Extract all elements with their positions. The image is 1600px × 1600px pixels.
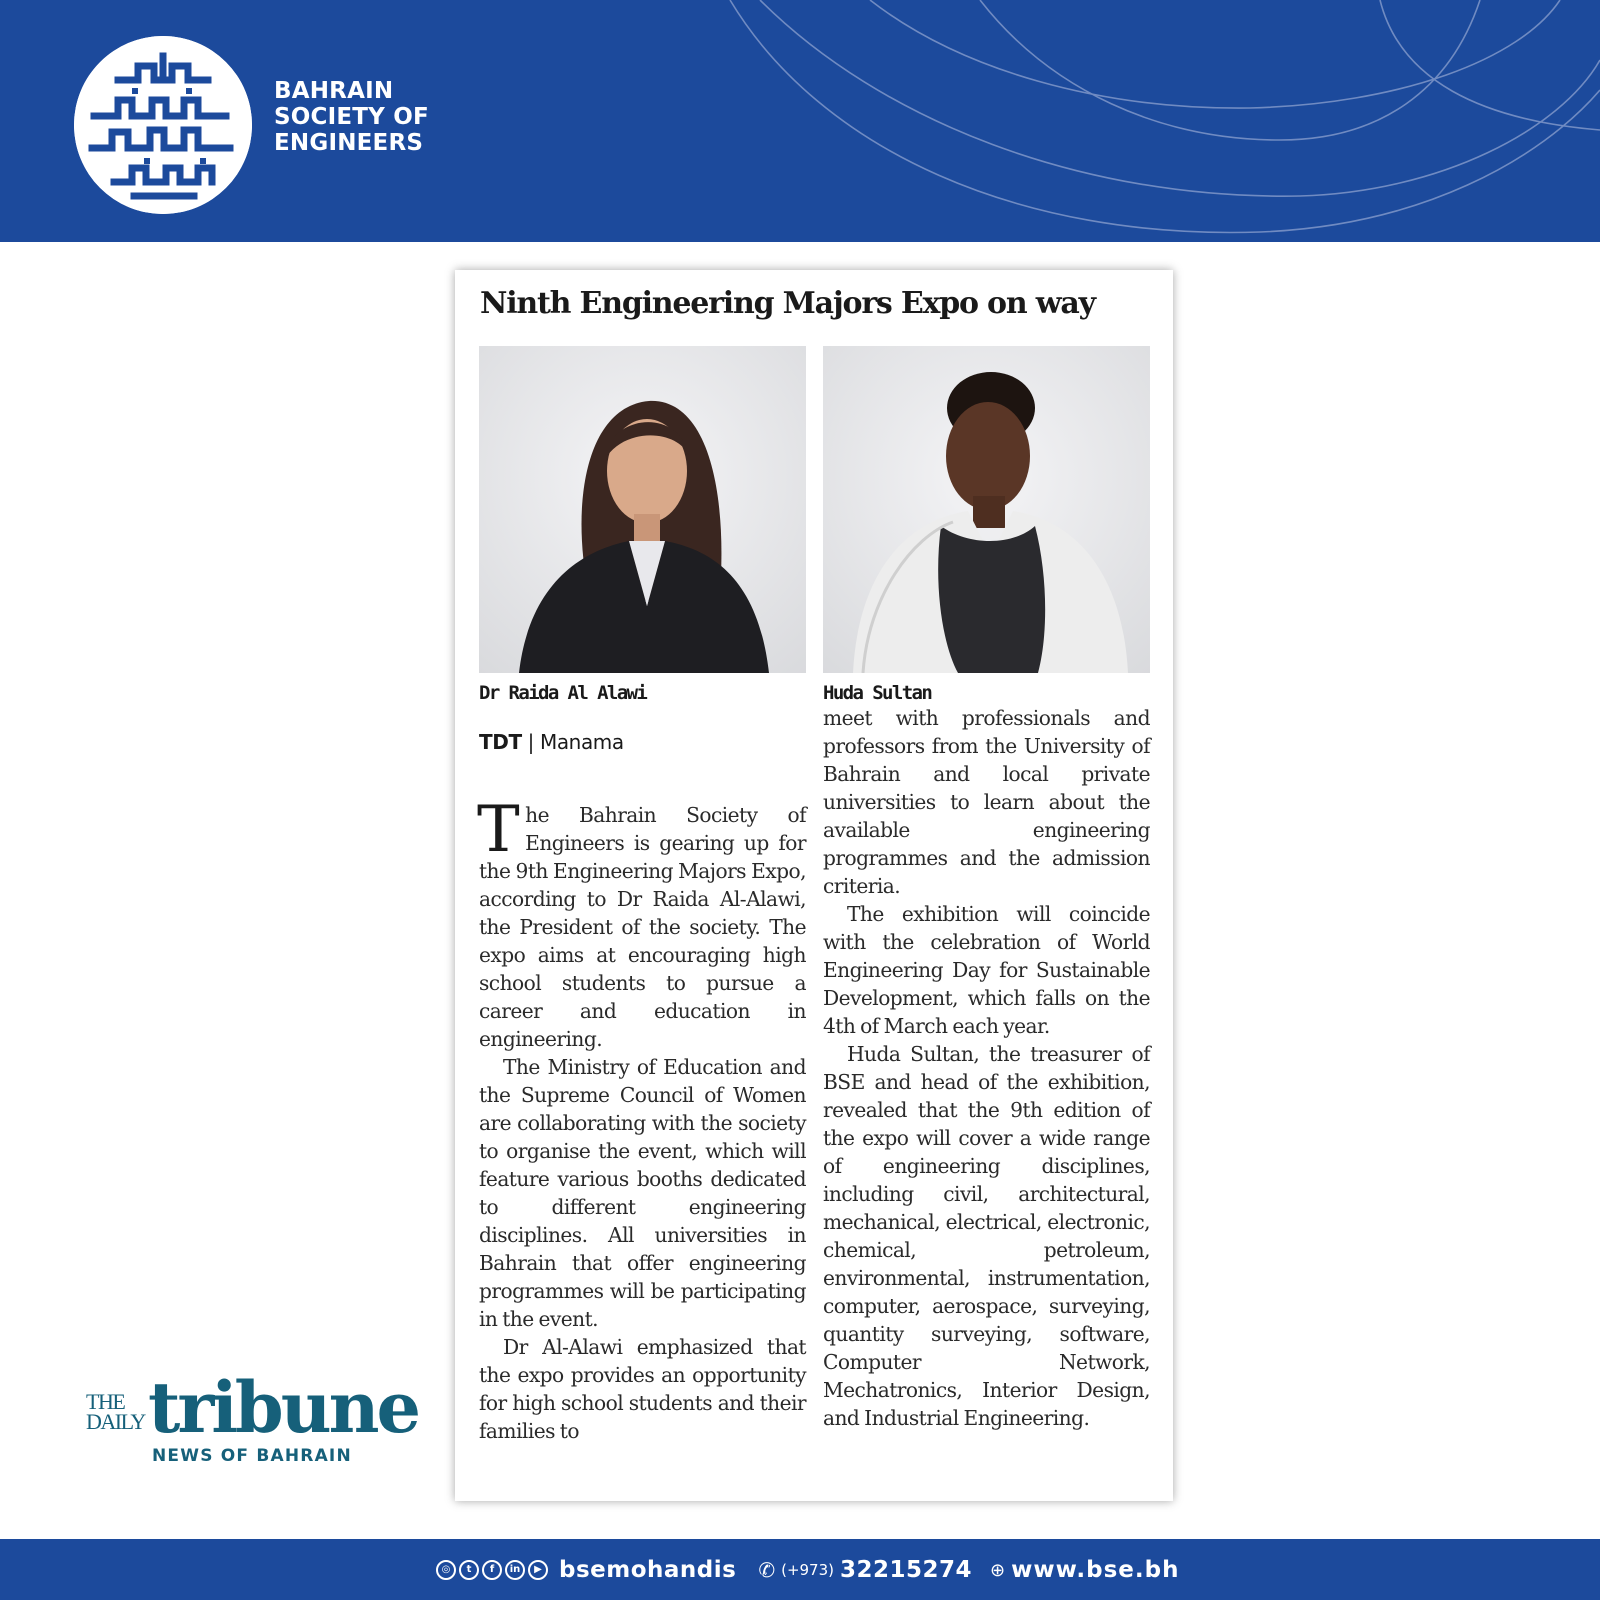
footer-contacts — [436, 1553, 1179, 1587]
the-daily-label — [86, 1389, 145, 1434]
org-name-line-3: ENGINEERS — [274, 130, 424, 156]
tribune-wordmark: tribune — [148, 1366, 419, 1449]
tribune-tagline: NEWS OF BAHRAIN — [152, 1446, 352, 1466]
dateline — [479, 730, 624, 754]
article-paragraph: The Ministry of Education and the Supreme Council of Women are collaborating with the society to organise the event, which will feature various booths dedicated to different engineering disciplines. All universities in Bahrain that offer engineering programmes will be participating in the event. — [479, 1055, 806, 1331]
dateline-place: Manama — [539, 730, 624, 754]
social-handle[interactable]: bsemohandis — [559, 1557, 737, 1583]
twitter-icon[interactable]: t — [459, 1560, 479, 1580]
org-name-line-1: BAHRAIN — [274, 78, 394, 104]
linkedin-icon[interactable]: in — [505, 1560, 525, 1580]
article-column-2 — [823, 704, 1150, 1432]
article-clipping — [455, 270, 1173, 1501]
whatsapp-icon: ✆ — [758, 1558, 776, 1582]
photo-caption-1: Dr Raida Al Alawi — [479, 682, 647, 704]
photo-caption-2: Huda Sultan — [823, 682, 932, 704]
bse-logo — [74, 36, 252, 214]
dateline-source: TDT — [479, 730, 522, 754]
photo-raida-al-alawi — [479, 346, 806, 673]
drop-cap: T — [477, 793, 520, 867]
instagram-icon[interactable]: ◎ — [436, 1560, 456, 1580]
portrait-woman-dark-suit-icon — [479, 346, 806, 673]
the-label: THE — [86, 1389, 125, 1414]
phone-prefix: (+973) — [781, 1561, 834, 1579]
globe-icon: ⊕ — [990, 1559, 1006, 1581]
article-paragraph: Dr Al-Alawi emphasized that the expo provides an opportunity for high school students and their families to — [479, 1335, 806, 1443]
org-name — [274, 78, 429, 156]
article-paragraph: Huda Sultan, the treasurer of BSE and head of the exhibition, revealed that the 9th edition of the expo will cover a wide range of engineering disciplines, including civil, architectural, mechanical, electrical, electronic, chemical, petroleum, environmental, instrumentation, computer, aerospace, surveying, quantity surveying, software, Computer Network, Mechatronics, Interior Design, and Industrial Engineering. — [823, 1042, 1150, 1430]
article-headline: Ninth Engineering Majors Expo on way — [480, 286, 1095, 321]
phone-number[interactable]: 32215274 — [840, 1557, 973, 1583]
bse-arabic-calligraphy-logo-icon — [74, 36, 252, 214]
org-name-line-2: SOCIETY OF — [274, 104, 429, 130]
portrait-woman-white-jacket-icon — [823, 346, 1150, 673]
header-banner — [0, 0, 1600, 242]
youtube-icon[interactable]: ▶ — [528, 1560, 548, 1580]
article-paragraph — [477, 793, 806, 1053]
daily-tribune-logo — [86, 1366, 419, 1472]
photo-huda-sultan — [823, 346, 1150, 673]
article-paragraph: The exhibition will coincide with the celebration of World Engineering Day for Sustainable Development, which falls on the 4th of March each year. — [823, 902, 1150, 1038]
dateline-separator: | — [527, 730, 534, 754]
paragraph-text: he Bahrain Society of Engineers is gearing up for the 9th Engineering Majors Expo, according to Dr Raida Al-Alawi, the President of the society. The expo aims at encouraging high school students to pursue a career and education in engineering. — [479, 803, 806, 1051]
facebook-icon[interactable]: f — [482, 1560, 502, 1580]
article-paragraph: meet with professionals and professors from the University of Bahrain and local private universities to learn about the available engineering programmes and the admission criteria. — [823, 706, 1150, 898]
footer-bar — [0, 1539, 1600, 1600]
daily-label: DAILY — [86, 1409, 145, 1434]
website-link[interactable]: www.bse.bh — [1011, 1557, 1180, 1583]
article-column-1 — [477, 793, 806, 1445]
